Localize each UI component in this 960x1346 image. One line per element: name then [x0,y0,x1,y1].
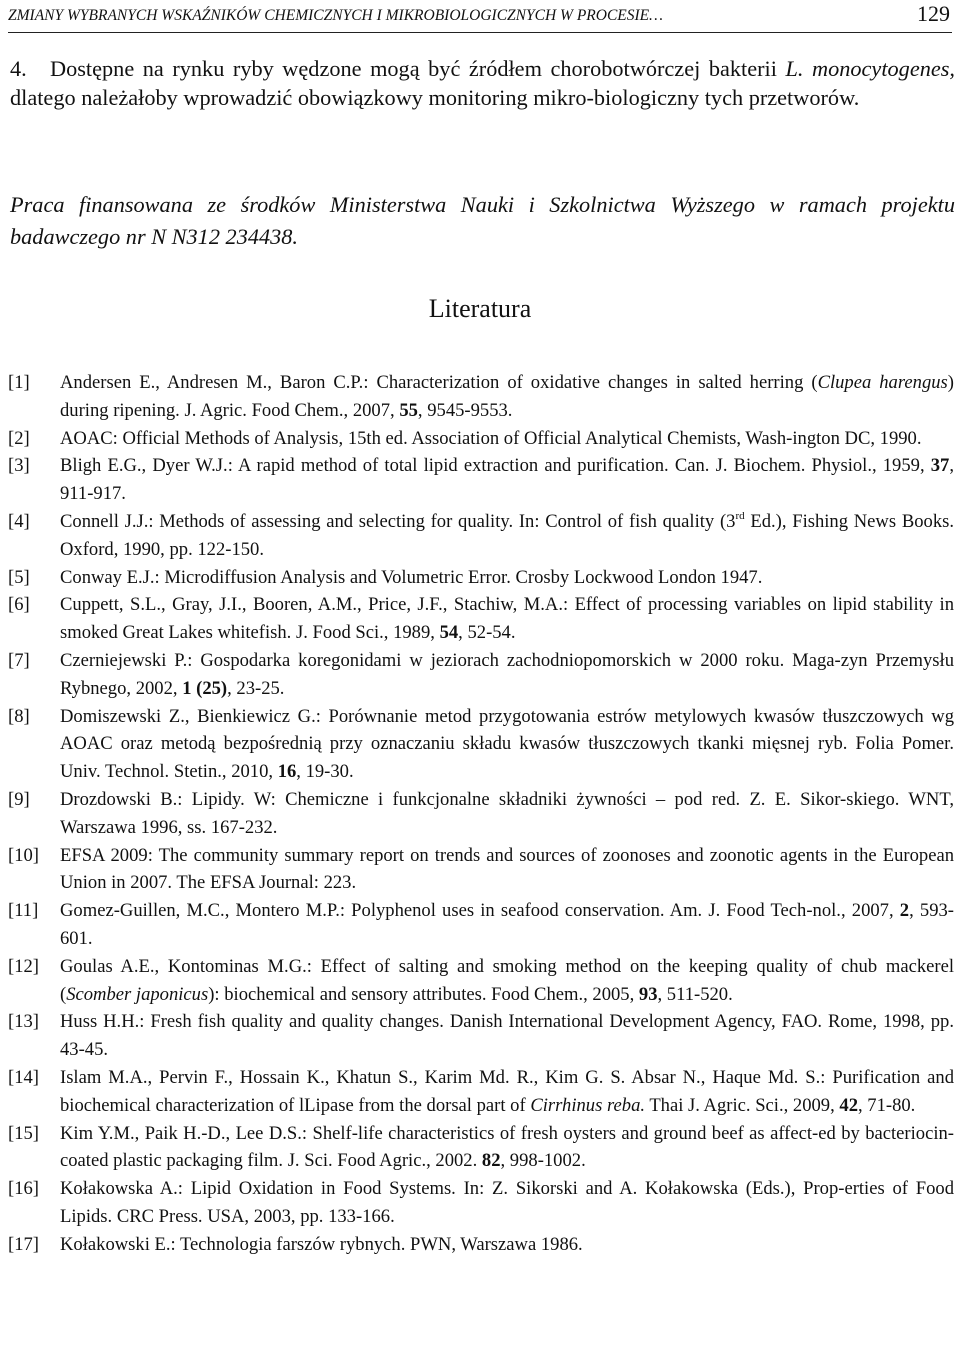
volume-number: 93 [638,983,658,1005]
reference-number: [5] [8,566,30,588]
reference-text: Islam M.A., Pervin F., Hossain K., Khatun S., Karim Md. R., Kim G. S. Absar N., Haque Md. S.: Purification and biochemical characterization of lLipase from the dorsal part of [60,1066,954,1116]
reference-number: [7] [8,649,30,671]
volume-number: 16 [277,761,297,783]
point-number: 4. [10,56,27,81]
reference-text: Andersen E., Andresen M., Baron C.P.: Characterization of oxidative changes in salted herring ( [60,372,818,393]
volume-number: 1 (25) [182,677,228,699]
reference-text: Conway E.J.: Microdiffusion Analysis and Volumetric Error. Crosby Lockwood London 1947. [60,566,763,588]
reference-number: [4] [8,510,30,532]
reference-number: [14] [8,1066,39,1088]
reference-number: [3] [8,455,30,477]
page-number: 129 [917,1,950,26]
reference-number: [10] [8,844,39,866]
reference-text: , 52-54. [458,622,516,644]
reference-item [8,786,954,842]
point-text-end: dlatego należałoby wprowadzić obowiązkowy monitoring mikro-biologiczny tych przetworów. [10,85,860,110]
reference-item [8,508,954,564]
reference-text: AOAC: Official Methods of Analysis, 15th ed. Association of Official Analytical Chemists, Wash-ington DC, 1990. [60,427,922,449]
italic-text: Scomber japonicus [66,983,209,1005]
reference-text: ) during ripening. J. Agric. Food Chem., 2007, [60,372,954,421]
reference-text: Goulas A.E., Kontominas M.G.: Effect of salting and smoking method on the keeping quality of chub mackerel ( [60,955,954,1005]
reference-item [8,1120,954,1176]
reference-text: EFSA 2009: The community summary report on trends and sources of zoonoses and zoonotic agents in the European Union in 2007. The EFSA Journal: 223. [60,844,954,894]
reference-text: Huss H.H.: Fresh fish quality and quality changes. Danish International Development Agency, FAO. Rome, 1998, pp. 43-45. [60,1011,954,1061]
reference-text: Kim Y.M., Paik H.-D., Lee D.S.: Shelf-life characteristics of fresh oysters and ground beef as affect-ed by bacteriocin-coated plastic packaging film. J. Sci. Food Agric., 2002. [60,1122,954,1172]
reference-text: , 23-25. [227,677,285,699]
reference-number: [2] [8,427,30,449]
reference-number: [6] [8,594,30,616]
volume-number: 55 [399,399,418,421]
reference-item [8,897,954,953]
reference-text: Czerniejewski P.: Gospodarka koregonidami w jeziorach zachodniopomorskich w 2000 roku. Maga-zyn Przemysłu Rybnego, 2002, [60,649,954,699]
reference-text: Drozdowski B.: Lipidy. W: Chemiczne i funkcjonalne składniki żywności – pod red. Z. E. Sikor-skiego. WNT, Warszawa 1996, ss. 167-232. [60,788,954,838]
reference-text: Connell J.J.: Methods of assessing and selecting for quality. In: Control of fish quality (3 [60,510,736,532]
reference-item [8,452,954,508]
reference-item [8,842,954,898]
italic-text: Cirrhinus reba. [530,1094,646,1116]
reference-text: Ed.), Fishing News Books. Oxford, 1990, pp. 122-150. [60,510,954,560]
italic-text: Clupea harengus [817,372,948,393]
reference-text: Bligh E.G., Dyer W.J.: A rapid method of total lipid extraction and purification. Can. J. Biochem. Physiol., 1959, [60,455,931,477]
literature-heading: Literatura [428,294,532,323]
volume-number: 42 [839,1094,858,1116]
conclusion-point-4 [10,54,955,112]
point-text-start: Dostępne na rynku ryby wędzone mogą być źródłem chorobotwórczej bakterii [50,56,786,81]
volume-number: 37 [930,455,950,477]
reference-list [8,369,954,1259]
volume-number: 2 [899,900,910,922]
running-title: ZMIANY WYBRANYCH WSKAŹNIKÓW CHEMICZNYCH I MIKROBIOLOGICZNYCH W PROCESIE… [8,7,663,24]
species-name: L. monocytogenes, [785,56,956,81]
reference-number: [15] [8,1122,39,1144]
reference-text: , 71-80. [857,1094,916,1116]
volume-number: 82 [481,1150,501,1172]
reference-number: [12] [8,955,39,977]
reference-number: [1] [8,372,30,393]
running-header [8,1,952,33]
reference-text: Kołakowski E.: Technologia farszów rybnych. PWN, Warszawa 1986. [60,1233,583,1255]
reference-text: , 593-601. [60,900,954,949]
reference-number: [8] [8,705,30,727]
reference-text: Domiszewski Z., Bienkiewicz G.: Porównanie metod przygotowania estrów metylowych kwasów tłuszczowych wg AOAC oraz metodą bezpośrednią przy oznaczaniu składu kwasów tłuszczowych tkanki mięsnej ryb. Folia Pomer. Univ. Technol. Stetin., 2010, [60,705,954,783]
reference-item [8,1064,954,1120]
reference-text: , 9545-9553. [417,399,513,421]
reference-item [8,564,954,592]
reference-item [8,591,954,647]
reference-text: Cuppett, S.L., Gray, J.I., Booren, A.M., Price, J.F., Stachiw, M.A.: Effect of processing variables on lipid stability in smoked Great Lakes whitefish. J. Food Sci., 1989, [60,594,954,644]
superscript: rd [735,509,745,522]
reference-item [8,1231,954,1259]
reference-number: [17] [8,1233,39,1255]
reference-item [8,369,954,425]
funding-note: Praca finansowana ze środków Ministerstwa Nauki i Szkolnictwa Wyższego w ramach projektu badawczego nr N N312 234438. [10,192,955,249]
reference-text: , 911-917. [60,455,954,505]
reference-item [8,953,954,1009]
reference-text: Kołakowska A.: Lipid Oxidation in Food Systems. In: Z. Sikorski and A. Kołakowska (Eds.), Prop-erties of Food Lipids. CRC Press. USA, 2003, pp. 133-166. [60,1178,954,1227]
reference-item [8,425,954,453]
reference-number: [9] [8,788,30,810]
reference-number: [16] [8,1178,39,1200]
reference-item [8,647,954,703]
reference-number: [11] [8,900,39,922]
reference-item [8,1175,954,1231]
reference-text: , 511-520. [657,983,733,1005]
reference-text: ): biochemical and sensory attributes. Food Chem., 2005, [208,983,639,1005]
reference-text: , 998-1002. [500,1150,586,1172]
volume-number: 54 [439,622,459,644]
reference-item [8,703,954,786]
reference-text: , 19-30. [296,761,354,783]
reference-text: Gomez-Guillen, M.C., Montero M.P.: Polyphenol uses in seafood conservation. Am. J. Food Tech-nol., 2007, [60,900,900,922]
reference-text: Thai J. Agric. Sci., 2009, [645,1094,840,1116]
reference-number: [13] [8,1011,39,1033]
reference-item [8,1008,954,1064]
